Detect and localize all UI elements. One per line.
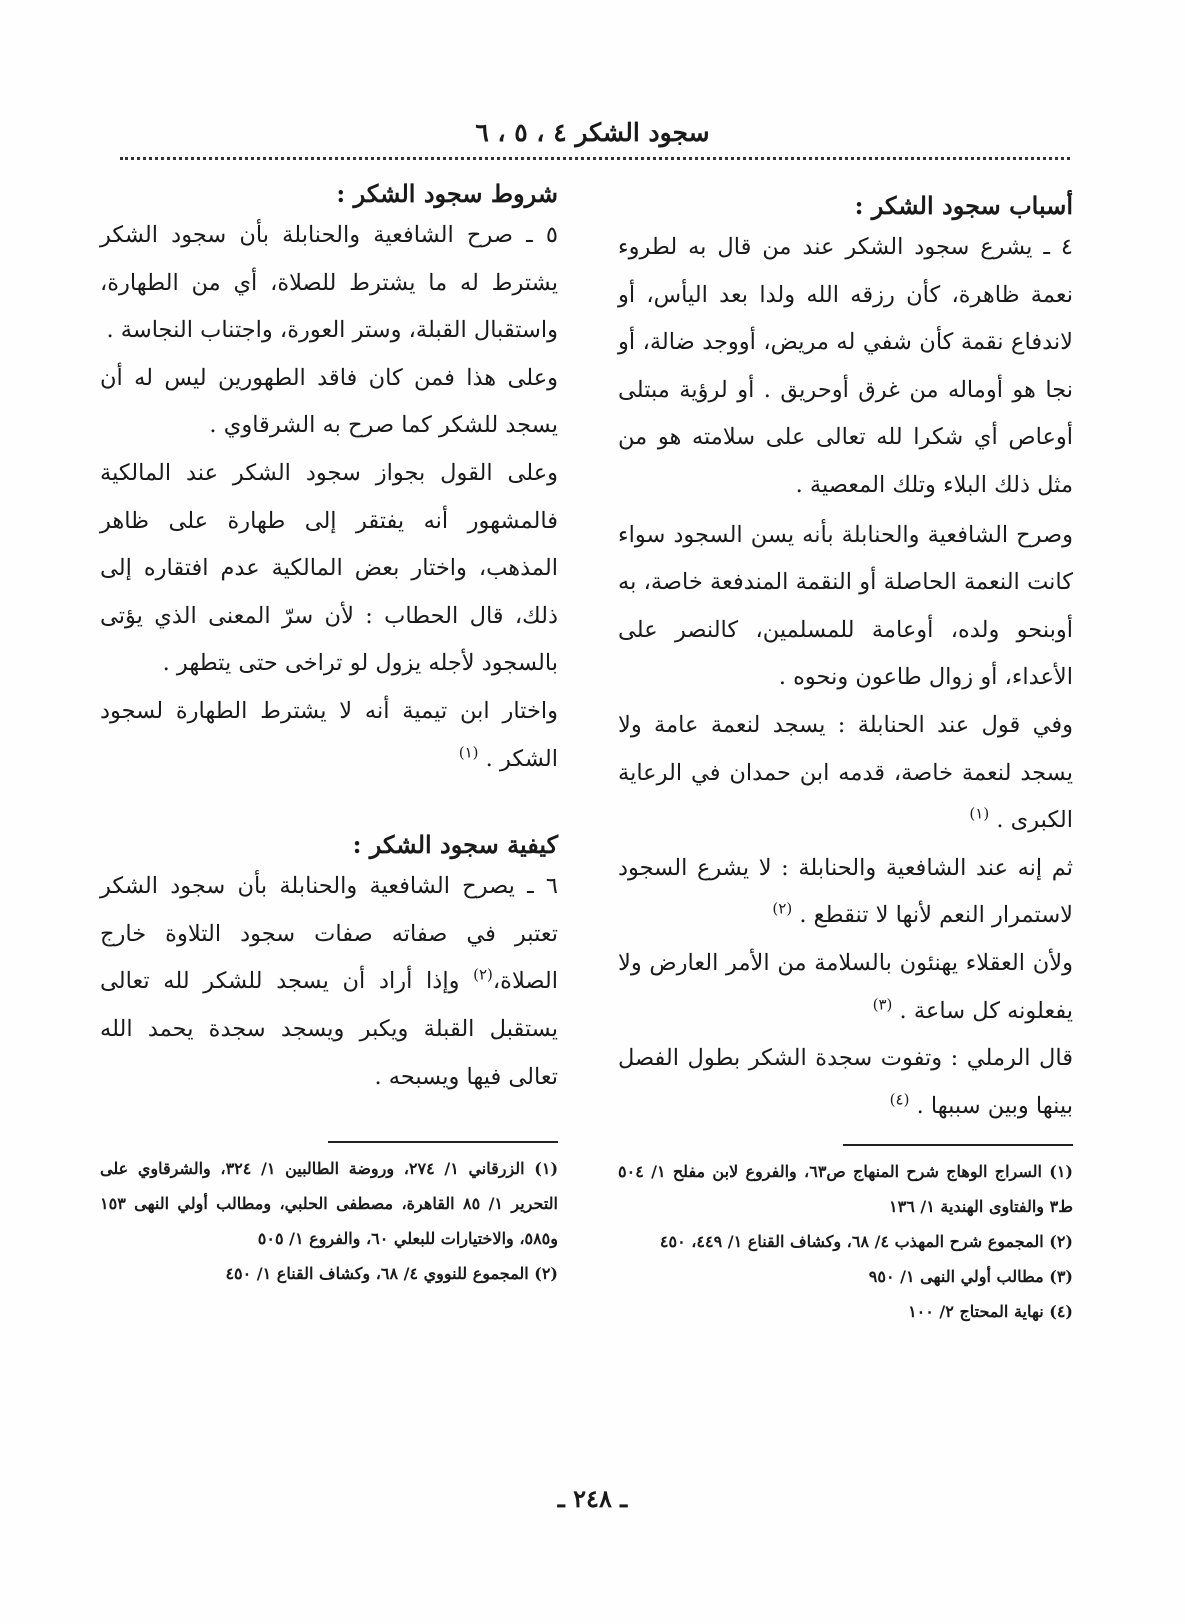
paragraph-text: ٤ ـ يشرع سجود الشكر عند من قال به لطروء نعمة ظاهرة، كأن رزقه الله ولدا بعد اليأس، أو لاندفاع نقمة كأن شفي له مريض، أووجد ضالة، أو نجا هو أوماله من غرق أوحريق . أو لرؤية مبتلى أوعاص أي شكرا لله تعالى على سلامته هو من مثل ذلك البلاء وتلك المعصية . [618,234,1073,498]
paragraph-text: ٥ ـ صرح الشافعية والحنابلة بأن سجود الشكر يشترط له ما يشترط للصلاة، أي من الطهارة، واستقبال القبلة، وستر العورة، واجتناب النجاسة . [100,222,558,344]
page-number: ـ ٢٤٨ ـ [557,1484,628,1513]
paragraph [100,863,558,1101]
paragraph-text: ثم إنه عند الشافعية والحنابلة : لا يشرع السجود لاستمرار النعم لأنها لا تنقطع . [618,854,1073,929]
paragraph [100,212,558,355]
left-column [100,176,558,1291]
paragraph-text: قال الرملي : وتفوت سجدة الشكر بطول الفصل بينها وبين سببها . [618,1045,1073,1119]
footnote-ref: (١) [969,804,990,823]
header-dotted-divider [120,157,1070,160]
paragraph [100,450,558,688]
paragraph [618,224,1073,510]
paragraph-text: ولأن العقلاء يهنئون بالسلامة من الأمر العارض ولا يفعلونه كل ساعة . [618,949,1073,1024]
section-heading-conditions: شروط سجود الشكر : [336,179,558,208]
footnote-ref: (١) [458,743,479,762]
footnote-ref: (٢) [772,899,793,918]
paragraph-text: وعلى هذا فمن كان فاقد الطهورين ليس له أن يسجد للشكر كما صرح به الشرقاوي . [100,364,558,439]
footnote-divider [843,1144,1073,1146]
paragraph-text: واختار ابن تيمية أنه لا يشترط الطهارة لسجود الشكر . [100,697,558,772]
paragraph [618,1035,1073,1130]
footnote: (١) الزرقاني ١/ ٢٧٤، وروضة الطالبين ١/ ٣٢٤، والشرقاوي على التحرير ١/ ٨٥ القاهرة، مصطفى الحلبي، ومطالب أولي النهى ١٥٣ و٥٨٥، والاختيارات للبعلي ٦٠، والفروع ١/ ٥٠٥ [100,1159,559,1249]
section-heading-manner: كيفية سجود الشكر : [352,830,558,860]
footnote-ref: (٣) [872,995,893,1013]
paragraph [618,512,1073,702]
paragraph [618,845,1073,940]
footnote: (٣) مطالب أولي النهى ١/ ٩٥٠ [868,1267,1073,1287]
footnote-divider [328,1141,558,1143]
footnote: (٢) المجموع شرح المهذب ٤/ ٦٨، وكشاف القناع ١/ ٤٤٩، ٤٥٠ [659,1232,1073,1252]
paragraph-text: وفي قول عند الحنابلة : يسجد لنعمة عامة ولا يسجد لنعمة خاصة، قدمه ابن حمدان في الرعاية الكبرى . [618,711,1073,834]
right-column [618,188,1073,1329]
paragraph-text: ٦ ـ يصرح الشافعية والحنابلة بأن سجود الشكر تعتبر في صفاته صفات سجود التلاوة خارج الصلاة، [100,873,559,995]
footnote: (٤) نهاية المحتاج ٢/ ١٠٠ [908,1302,1073,1322]
paragraph-text: وإذا أراد أن يسجد للشكر لله تعالى يستقبل القبلة ويكبر ويسجد سجدة يحمد الله تعالى فيها ويسبحه . [100,968,558,1090]
footnote: (٢) المجموع للنووي ٤/ ٦٨، وكشاف القناع ١/ ٤٥٠ [225,1264,558,1284]
paragraph-text: وصرح الشافعية والحنابلة بأنه يسن السجود سواء كانت النعمة الحاصلة أو النقمة المندفعة خاصة، به أوبنحو ولده، أوعامة للمسلمين، كالنصر على الأعداء، أو زوال طاعون ونحوه . [618,521,1073,691]
paragraph [100,688,558,783]
page-header-title: سجود الشكر ٤ ، ٥ ، ٦ [475,118,710,147]
footnote-ref: (٢) [473,965,493,984]
footnote: (١) السراج الوهاج شرح المنهاج ص٦٣، والفروع لابن مفلح ١/ ٥٠٤ ط٣ والفتاوى الهندية ١/ ١٣٦ [618,1162,1073,1217]
section-heading-causes: أسباب سجود الشكر : [854,191,1073,220]
paragraph [618,702,1073,845]
paragraph [100,355,558,450]
footnote-ref: (٤) [889,1090,910,1109]
paragraph [618,940,1073,1035]
paragraph-text: وعلى القول بجواز سجود الشكر عند المالكية فالمشهور أنه يفتقر إلى طهارة على ظاهر المذهب، واختار بعض المالكية عدم افتقاره إلى ذلك، قال الحطاب : لأن سرّ المعنى الذي يؤتى بالسجود لأجله يزول لو تراخى حتى يتطهر . [100,459,558,677]
